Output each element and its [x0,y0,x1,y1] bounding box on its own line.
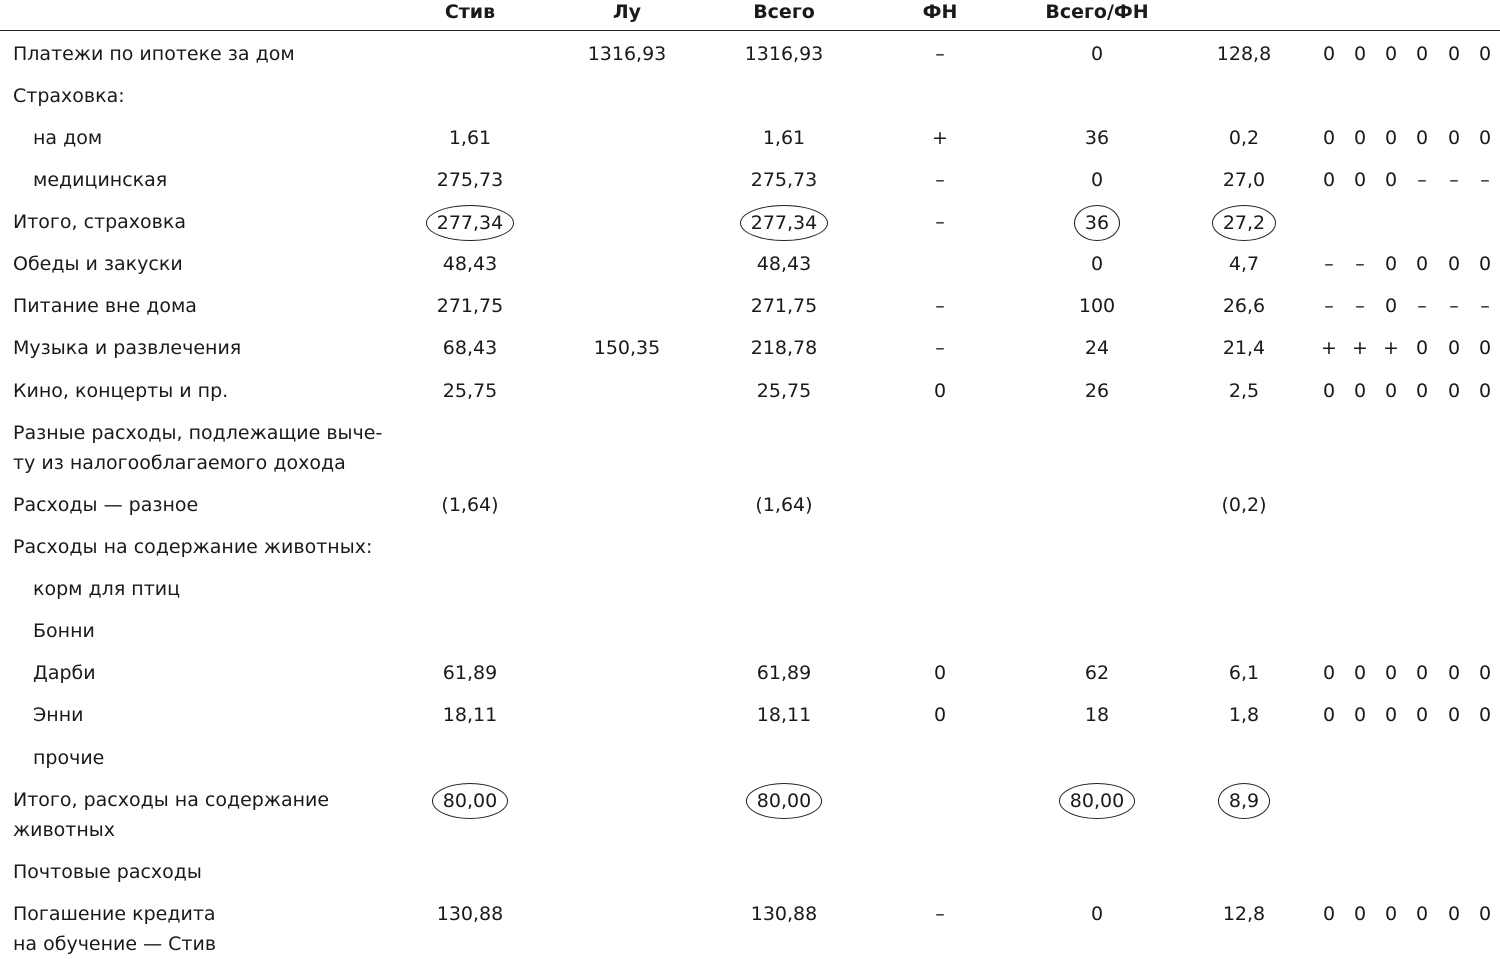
cell-value: – [935,169,945,191]
mark-cell: 0 [1384,903,1398,925]
cell-value: 275,73 [436,169,504,191]
cell-value: 18,11 [442,704,498,726]
row-label [13,207,186,237]
row-label-line: Расходы — разное [13,494,199,516]
cell-total [724,700,844,730]
mark-cell: – [1324,295,1334,317]
cell-value: 0,2 [1228,127,1260,149]
cell-fn [880,207,1000,237]
cell-steve [410,333,530,363]
mark-cell: 0 [1478,253,1492,275]
cell-value: 36 [1074,205,1120,241]
cell-value: 271,75 [750,295,818,317]
cell-total-fn [1037,207,1157,237]
mark-cell: 0 [1478,380,1492,402]
cell-total [724,376,844,406]
mark-cell: 0 [1478,43,1492,65]
row-label-line: корм для птиц [33,578,181,600]
cell-fn [880,700,1000,730]
row-label-line: животных [13,819,116,841]
mark-cell: 0 [1322,662,1336,684]
cell-lu [567,333,687,363]
cell-value: (0,2) [1221,494,1267,516]
cell-pct [1184,785,1304,815]
cell-value: 26 [1084,380,1110,402]
mark-cell: 0 [1447,380,1461,402]
cell-value: 18,11 [756,704,812,726]
row-label [33,616,95,646]
cell-value: 48,43 [442,253,498,275]
row-label-line: Бонни [33,620,95,642]
mark-cell: 0 [1353,704,1367,726]
cell-value: 27,0 [1222,169,1266,191]
cell-total [724,165,844,195]
cell-pct [1184,207,1304,237]
cell-pct [1184,165,1304,195]
cell-value: 61,89 [442,662,498,684]
mark-cell: 0 [1322,704,1336,726]
row-label-line: Обеды и закуски [13,253,183,275]
row-label [13,333,241,363]
mark-cell: – [1449,169,1459,191]
cell-value: 6,1 [1228,662,1260,684]
cell-value: 8,9 [1218,783,1270,819]
row-label-line: Дарби [33,662,96,684]
cell-value: 48,43 [756,253,812,275]
mark-cell: 0 [1415,380,1429,402]
cell-lu [567,39,687,69]
mark-cell: 0 [1353,127,1367,149]
cell-value: 80,00 [1059,783,1135,819]
cell-value: – [935,337,945,359]
mark-cell: 0 [1415,337,1429,359]
cell-value: 150,35 [593,337,661,359]
mark-cell: 0 [1322,380,1336,402]
cell-steve [410,249,530,279]
row-label-line: Разные расходы, подлежащие выче- [13,422,383,444]
cell-steve [410,291,530,321]
row-label [13,418,382,478]
cell-value: 277,34 [740,205,828,241]
mark-cell: – [1417,295,1427,317]
mark-cell: 0 [1447,127,1461,149]
cell-pct [1184,249,1304,279]
header-total-fn: Всего/ФН [1045,1,1149,23]
cell-fn [880,291,1000,321]
row-label [33,574,180,604]
row-label [13,899,216,959]
cell-value: 0 [1090,903,1104,925]
mark-cell: – [1355,253,1365,275]
row-label [13,785,329,845]
cell-value: 80,00 [432,783,508,819]
cell-total-fn [1037,785,1157,815]
mark-cell: 0 [1384,662,1398,684]
cell-total [724,899,844,929]
mark-cell: – [1355,295,1365,317]
mark-cell: 0 [1384,704,1398,726]
cell-steve [410,700,530,730]
cell-total [724,39,844,69]
cell-total [724,658,844,688]
row-label [33,165,167,195]
mark-cell: 0 [1322,127,1336,149]
header-steve: Стив [444,1,496,23]
cell-value: 130,88 [750,903,818,925]
cell-value: 100 [1078,295,1116,317]
mark-cell: 0 [1415,43,1429,65]
cell-fn [880,899,1000,929]
mark-cell: 0 [1415,127,1429,149]
cell-value: 0 [1090,43,1104,65]
row-label [33,743,104,773]
cell-pct [1184,899,1304,929]
row-label-line: Энни [33,704,84,726]
table-header [0,0,1500,31]
cell-total [724,333,844,363]
cell-value: 2,5 [1228,380,1260,402]
cell-pct [1184,123,1304,153]
cell-total-fn [1037,39,1157,69]
mark-cell: 0 [1384,43,1398,65]
cell-value: 0 [933,704,947,726]
row-label [13,39,295,69]
cell-value: 0 [933,380,947,402]
cell-fn [880,333,1000,363]
cell-total-fn [1037,123,1157,153]
cell-value: 218,78 [750,337,818,359]
cell-value: 18 [1084,704,1110,726]
header-total: Всего [753,1,815,23]
row-label-line: на дом [33,127,103,149]
row-label-line: Итого, расходы на содержание [13,789,330,811]
cell-pct [1184,700,1304,730]
cell-total [724,207,844,237]
mark-cell: – [1324,253,1334,275]
cell-value: 1316,93 [744,43,824,65]
mark-cell: 0 [1415,704,1429,726]
row-label [13,376,228,406]
cell-total [724,249,844,279]
cell-fn [880,165,1000,195]
mark-cell: + [1321,337,1337,359]
cell-value: 0 [933,662,947,684]
mark-cell: – [1480,169,1490,191]
cell-value: 1316,93 [587,43,667,65]
cell-steve [410,658,530,688]
mark-cell: 0 [1384,253,1398,275]
row-label-line: Кино, концерты и пр. [13,380,229,402]
mark-cell: 0 [1353,903,1367,925]
cell-fn [880,123,1000,153]
mark-cell: 0 [1353,662,1367,684]
row-label [13,857,202,887]
cell-value: 1,8 [1228,704,1260,726]
mark-cell: – [1417,169,1427,191]
cell-value: 25,75 [442,380,498,402]
cell-fn [880,39,1000,69]
cell-steve [410,207,530,237]
mark-cell: 0 [1353,169,1367,191]
mark-cell: 0 [1415,903,1429,925]
cell-value: 26,6 [1222,295,1266,317]
mark-cell: 0 [1447,337,1461,359]
row-label-line: ту из налогооблагаемого дохода [13,452,346,474]
cell-value: 36 [1084,127,1110,149]
mark-cell: – [1449,295,1459,317]
cell-fn [880,658,1000,688]
cell-pct [1184,39,1304,69]
mark-cell: 0 [1353,380,1367,402]
cell-fn [880,376,1000,406]
cell-value: 0 [1090,169,1104,191]
cell-total-fn [1037,333,1157,363]
cell-value: 1,61 [762,127,806,149]
cell-steve [410,165,530,195]
cell-value: 0 [1090,253,1104,275]
mark-cell: – [1480,295,1490,317]
cell-pct [1184,291,1304,321]
mark-cell: 0 [1384,169,1398,191]
row-label-line: Почтовые расходы [13,861,202,883]
row-label [33,123,102,153]
mark-cell: 0 [1322,169,1336,191]
row-label-line: Питание вне дома [13,295,197,317]
cell-total-fn [1037,376,1157,406]
cell-total [724,490,844,520]
mark-cell: 0 [1478,662,1492,684]
mark-cell: 0 [1447,903,1461,925]
cell-steve [410,899,530,929]
cell-value: (1,64) [441,494,499,516]
mark-cell: 0 [1478,903,1492,925]
cell-value: 68,43 [442,337,498,359]
cell-total-fn [1037,291,1157,321]
mark-cell: 0 [1384,380,1398,402]
mark-cell: + [1352,337,1368,359]
mark-cell: 0 [1415,253,1429,275]
cell-steve [410,123,530,153]
row-label [13,81,125,111]
cell-total [724,291,844,321]
mark-cell: 0 [1415,662,1429,684]
mark-cell: 0 [1478,127,1492,149]
mark-cell: + [1383,337,1399,359]
cell-value: 4,7 [1228,253,1260,275]
mark-cell: 0 [1447,662,1461,684]
cell-total [724,785,844,815]
cell-value: 80,00 [746,783,822,819]
cell-pct [1184,490,1304,520]
cell-value: 130,88 [436,903,504,925]
row-label-line: Расходы на содержание животных: [13,536,373,558]
cell-value: 24 [1084,337,1110,359]
cell-value: 277,34 [426,205,514,241]
mark-cell: 0 [1478,337,1492,359]
header-lu: Лу [612,1,642,23]
row-label-line: Итого, страховка [13,211,186,233]
row-label [13,249,183,279]
cell-value: 62 [1084,662,1110,684]
cell-value: 271,75 [436,295,504,317]
cell-value: 1,61 [448,127,492,149]
row-label-line: Погашение кредита [13,903,216,925]
cell-value: 21,4 [1222,337,1266,359]
mark-cell: 0 [1322,903,1336,925]
cell-value: – [935,903,945,925]
row-label [33,658,96,688]
cell-total-fn [1037,700,1157,730]
row-label [33,700,83,730]
row-label [13,490,198,520]
cell-pct [1184,333,1304,363]
mark-cell: 0 [1322,43,1336,65]
mark-cell: 0 [1353,43,1367,65]
cell-total-fn [1037,658,1157,688]
cell-total [724,123,844,153]
row-label [13,291,197,321]
cell-value: + [932,127,948,149]
cell-value: 27,2 [1212,205,1276,241]
row-label-line: Платежи по ипотеке за дом [13,43,295,65]
row-label-line: на обучение — Стив [13,933,217,955]
mark-cell: 0 [1384,127,1398,149]
cell-total-fn [1037,165,1157,195]
row-label-line: Музыка и развлечения [13,337,242,359]
cell-value: 128,8 [1216,43,1272,65]
cell-value: – [935,43,945,65]
cell-value: 275,73 [750,169,818,191]
cell-pct [1184,376,1304,406]
row-label-line: Страховка: [13,85,125,107]
cell-value: – [935,295,945,317]
mark-cell: 0 [1447,704,1461,726]
cell-value: 12,8 [1222,903,1266,925]
cell-steve [410,785,530,815]
header-fn: ФН [922,1,958,23]
mark-cell: 0 [1478,704,1492,726]
cell-steve [410,376,530,406]
row-label-line: прочие [33,747,105,769]
cell-total-fn [1037,899,1157,929]
mark-cell: 0 [1447,43,1461,65]
row-label-line: медицинская [33,169,168,191]
cell-value: (1,64) [755,494,813,516]
mark-cell: 0 [1447,253,1461,275]
cell-value: 25,75 [756,380,812,402]
cell-value: 61,89 [756,662,812,684]
cell-total-fn [1037,249,1157,279]
cell-pct [1184,658,1304,688]
cell-steve [410,490,530,520]
cell-value: – [935,211,945,233]
mark-cell: 0 [1384,295,1398,317]
row-label [13,532,372,562]
